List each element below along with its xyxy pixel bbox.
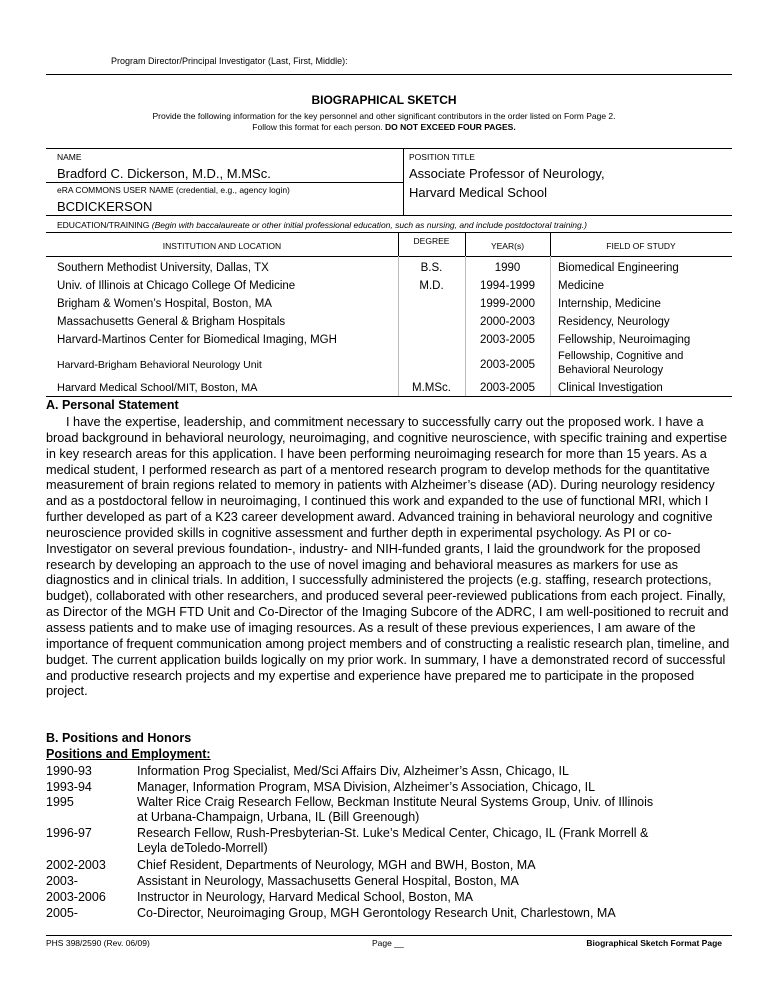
personal-statement-text: I have the expertise, leadership, and commitment necessary to successfully carry out the proposed work. I have a broad background in behavioral neurology, neuroimaging, and cognitive neuroscience, with specific training and expertise in key research areas for this application. I have been performing neuroimaging research for more than 15 years. As a medical student, I performed research as part of a mentored research program to develop methods for the quantitative measurement of brain regions related to memory in patients with Alzheimer’s disease (AD). During neurology residency and as a postdoctoral fellow in neuroimaging, I continued this work and expanded to the use of functional MRI, which I further developed as part of a K23 career development award. Advanced training in behavioral neurology and cognitive neuroscience provided skills in cognitive assessment and further depth in experimental psychology. As PI or co-Investigator on several previous foundation-, industry- and NIH-funded grants, I laid the groundwork for the proposed research by developing an approach to the use of novel imaging and behavioral measures as markers for use as diagnostics and in clinical trials. In addition, I successfully administered the projects (e.g. staffing, research protections, budget), collaborated with other researchers, and produced several peer-reviewed publications from each project. Finally, as Director of the MGH FTD Unit and Co-Director of the Imaging Subcore of the ADRC, I am well-positioned to recruit and assess patients and to make use of imaging resources. As a result of these previous experiences, I am aware of the importance of frequent communication among project members and of constructing a realistic research plan, timeline, and budget. The current application builds logically on my prior work. In summary, I have a demonstrated record of successful and productive research projects and my expertise and experience have prepared me to participate in the proposed project. [46, 415, 730, 699]
position-text: Walter Rice Craig Research Fellow, Beckman Institute Neural Systems Group, Univ. of Illinois [137, 795, 654, 809]
table-cell-years: 1999-2000 [480, 298, 535, 310]
pi-label: Program Director/Principal Investigator (Last, First, Middle): [111, 56, 348, 66]
name-label: NAME [57, 152, 82, 162]
col-divider-body-3 [550, 256, 551, 396]
table-row: Univ. of Illinois at Chicago College Of Medicine [57, 280, 296, 292]
position-text-cont: Leyla deToledo-Morrell) [137, 841, 268, 855]
table-cell-degree: B.S. [420, 262, 443, 274]
education-label [57, 220, 587, 230]
table-row: Harvard-Brigham Behavioral Neurology Unit [57, 359, 262, 371]
table-cell-field: Biomedical Engineering [558, 262, 679, 274]
position-text: Information Prog Specialist, Med/Sci Affairs Div, Alzheimer’s Assn, Chicago, IL [137, 764, 569, 778]
education-header-bottom-rule [46, 256, 732, 257]
name-value: Bradford C. Dickerson, M.D., M.MSc. [57, 166, 271, 181]
col-divider-body-1 [398, 256, 399, 396]
position-date: 1990-93 [46, 764, 92, 778]
positions-subheading: Positions and Employment: [46, 747, 211, 761]
position-label: POSITION TITLE [409, 152, 475, 162]
page-title: BIOGRAPHICAL SKETCH [311, 93, 457, 107]
education-note: (Begin with baccalaureate or other initial professional education, such as nursing, and include postdoctoral training.) [151, 220, 587, 230]
instructions-line-1: Provide the following information for the key personnel and other significant contributors in the order listed on Form Page 2. [152, 111, 616, 121]
education-top-rule [46, 215, 732, 216]
table-cell-years: 2003-2005 [480, 359, 535, 371]
education-bottom-rule [46, 396, 732, 397]
box-top-rule [46, 148, 732, 149]
table-cell-field-cont: Behavioral Neurology [558, 364, 664, 376]
instructions-warning: DO NOT EXCEED FOUR PAGES. [385, 122, 516, 132]
col-divider-body-2 [465, 256, 466, 396]
position-date: 2002-2003 [46, 858, 106, 872]
table-cell-years: 2003-2005 [480, 334, 535, 346]
position-date: 2003- [46, 874, 78, 888]
position-text-cont: at Urbana-Champaign, Urbana, IL (Bill Greenough) [137, 810, 420, 824]
position-date: 1993-94 [46, 780, 92, 794]
personal-statement-heading: A. Personal Statement [46, 398, 179, 412]
position-date: 1996-97 [46, 826, 92, 840]
table-cell-field: Fellowship, Neuroimaging [558, 334, 691, 346]
position-text: Co-Director, Neuroimaging Group, MGH Gerontology Research Unit, Charlestown, MA [137, 906, 616, 920]
header-rule [46, 74, 732, 75]
position-text: Chief Resident, Departments of Neurology, MGH and BWH, Boston, MA [137, 858, 536, 872]
footer-page: Page __ [372, 938, 404, 948]
era-value: BCDICKERSON [57, 199, 153, 214]
col-header-field: FIELD OF STUDY [606, 241, 676, 251]
name-era-rule [46, 182, 403, 183]
table-cell-years: 2003-2005 [480, 382, 535, 394]
position-text: Instructor in Neurology, Harvard Medical School, Boston, MA [137, 890, 474, 904]
box-divider [403, 148, 404, 215]
position-text: Research Fellow, Rush-Presbyterian-St. Luke’s Medical Center, Chicago, IL (Frank Morrell & [137, 826, 649, 840]
table-cell-field: Clinical Investigation [558, 382, 663, 394]
table-row: Massachusetts General & Brigham Hospitals [57, 316, 286, 328]
footer-rule [46, 935, 732, 936]
table-row: Harvard-Martinos Center for Biomedical Imaging, MGH [57, 334, 337, 346]
era-label: eRA COMMONS USER NAME (credential, e.g., agency login) [57, 185, 290, 195]
table-row: Southern Methodist University, Dallas, TX [57, 262, 269, 274]
table-cell-field: Medicine [558, 280, 605, 292]
position-date: 1995 [46, 795, 74, 809]
table-row: Harvard Medical School/MIT, Boston, MA [57, 382, 258, 394]
footer-form-id: PHS 398/2590 (Rev. 06/09) [46, 938, 150, 948]
col-header-institution: INSTITUTION AND LOCATION [162, 241, 282, 251]
position-text: Manager, Information Program, MSA Division, Alzheimer’s Association, Chicago, IL [137, 780, 596, 794]
education-header-top-rule [46, 232, 732, 233]
table-cell-years: 1990 [494, 262, 521, 274]
col-header-degree: DEGREE [413, 236, 450, 246]
table-cell-field: Residency, Neurology [558, 316, 670, 328]
footer-form-name: Biographical Sketch Format Page [586, 938, 722, 948]
position-text: Assistant in Neurology, Massachusetts General Hospital, Boston, MA [137, 874, 519, 888]
col-header-years: YEAR(s) [490, 241, 525, 251]
instructions-line-2 [0, 122, 768, 133]
table-cell-field: Internship, Medicine [558, 298, 661, 310]
position-line-1: Associate Professor of Neurology, [409, 166, 605, 181]
table-cell-degree: M.D. [419, 280, 444, 292]
position-date: 2003-2006 [46, 890, 106, 904]
education-label-text: EDUCATION/TRAINING [57, 220, 150, 230]
table-cell-years: 1994-1999 [480, 280, 535, 292]
positions-heading: B. Positions and Honors [46, 731, 192, 745]
position-date: 2005- [46, 906, 78, 920]
position-line-2: Harvard Medical School [409, 185, 548, 200]
table-cell-degree: M.MSc. [412, 382, 451, 394]
table-cell-field: Fellowship, Cognitive and [558, 350, 684, 362]
instructions-prefix: Follow this format for each person. [252, 122, 383, 132]
table-row: Brigham & Women’s Hospital, Boston, MA [57, 298, 272, 310]
table-cell-years: 2000-2003 [480, 316, 535, 328]
